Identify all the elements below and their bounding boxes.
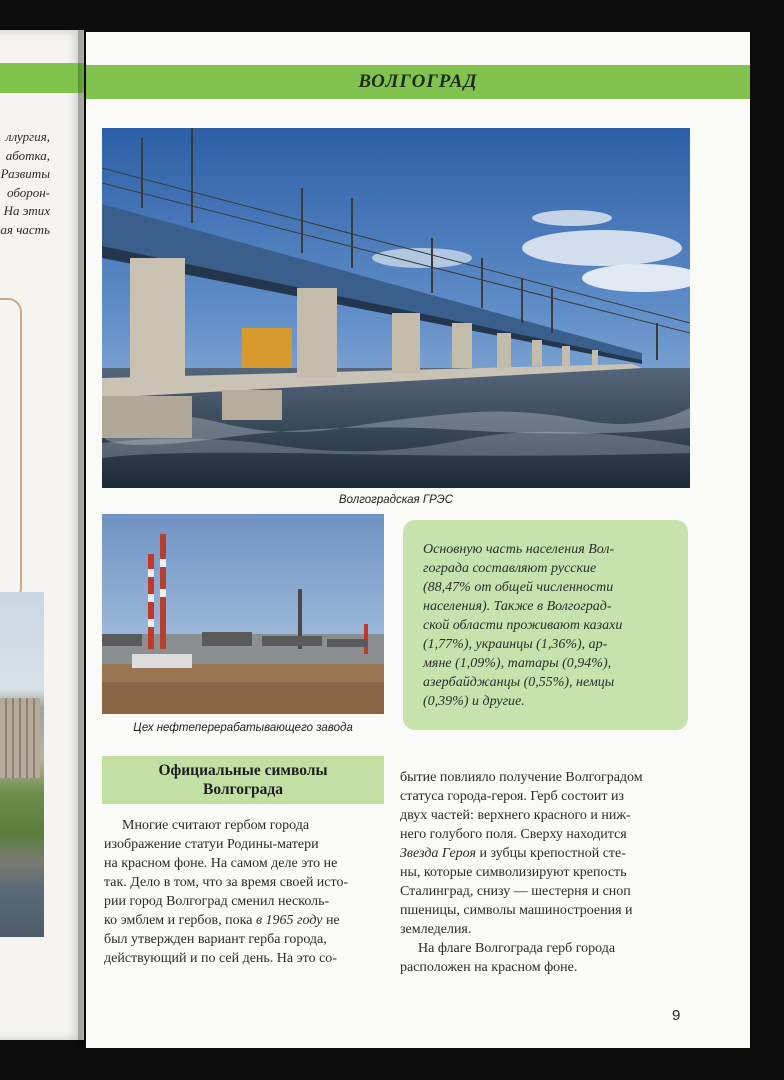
photo-caption-refinery: Цех нефтеперерабатывающего завода [133, 722, 353, 734]
population-callout [403, 520, 688, 730]
callout-text: Основную часть населения Вол- гограда составляют русские (88,47% от общей численности населения). Также в Волгоград- ской области проживают казахи (1,77%), украинцы (1,36%), ар- мяне (1,09%), татары (0,94%), азербайджанцы (0,55%), немцы (0,39%) и другие. [423, 542, 623, 709]
left-header-band [0, 63, 84, 93]
photo-hydro-power-station [102, 128, 690, 488]
chapter-header-band [86, 65, 750, 99]
book-page [86, 32, 750, 1048]
photo-caption-power-station: Волгоградская ГРЭС [338, 494, 454, 506]
photo-oil-refinery [102, 514, 384, 714]
left-building [0, 698, 40, 778]
body-text-right-column: бытие повлияло получение Волгоградом статуса города-героя. Герб состоит из двух частей: верхнего красного и ниж- него голубого поля. Сверху находится Звезда Героя и зубцы крепостной сте- ны, которые символизируют крепость Сталинград, снизу — шестерня и сноп пшеницы, символы машиностроения и земледелия. На флаге Волгограда герб города расположен на красном фоне. [400, 768, 696, 977]
page-number: 9 [672, 1007, 681, 1024]
body-text-left-column: Многие считают гербом города изображение статуи Родины-матери на красном фоне. На самом деле это не так. Дело в том, что за время своей исто- рии город Волгоград сменил несколь- ко эмблем и гербов, пока в 1965 году не был утвержден вариант герба города, действующий и по сей день. На это со- [104, 816, 386, 968]
section-heading: Официальные символы Волгограда [102, 756, 384, 804]
body-line-with-emphasis: Звезда Героя и зубцы крепостной сте- [400, 846, 626, 861]
chapter-title: ВОЛГОГРАД [358, 71, 478, 92]
body-line-with-emphasis: ко эмблем и гербов, пока в 1965 году не [104, 913, 340, 928]
left-decorative-frame [0, 298, 22, 602]
left-page-text: ллургия, аботка, Развиты оборон- На этих ая часть [0, 129, 50, 237]
left-facing-page [0, 30, 84, 1040]
